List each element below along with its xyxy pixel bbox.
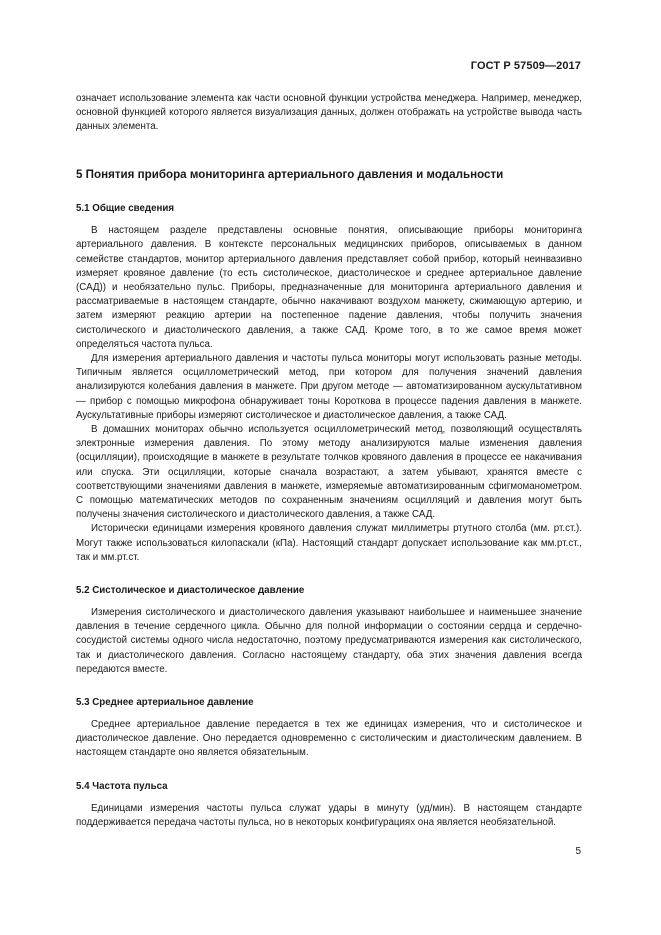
- document-code-header: ГОСТ Р 57509—2017: [470, 60, 581, 72]
- paragraph: В настоящем разделе представлены основные понятия, описывающие приборы мониторинга артериального давления. В контексте персональных медицинских приборов, описываемых в данном семействе стандартов, монитор артериального давления представляет собой прибор, который неинвазивно измеряет кровяное давление (то есть систолическое, диастолическое и среднее артериальное давление (САД)) и необязательно пульс. Приборы, предназначенные для мониторинга артериального давления и рассматриваемые в настоящем стандарте, обычно накачивают воздухом манжету, сжимающую артерию, и затем измеряют реакцию артерии на постепенное падение давления, чтобы получить значения систолического и диастолического давления, а также САД. Кроме того, в то же самое время может определяться частота пульса.: [76, 225, 582, 350]
- page-number: 5: [575, 846, 581, 857]
- subsection-5-2-title: 5.2 Систолическое и диастолическое давление: [76, 584, 305, 596]
- section-5-title: 5 Понятия прибора мониторинга артериального давления и модальности: [76, 167, 504, 181]
- paragraph: Исторически единицами измерения кровяного давления служат миллиметры ртутного столба (мм. рт.ст.). Могут также использоваться килопаскали (кПа). Настоящий стандарт допускает использование как мм.рт.ст., так и мм.рт.ст.: [76, 523, 582, 563]
- intro-paragraph: означает использование элемента как части основной функции устройства менеджера. Например, менеджер, основной функцией которого является визуализация данных, должен отображать на устройстве вывода часть данных элемента.: [76, 93, 582, 133]
- subsection-5-3-title: 5.3 Среднее артериальное давление: [76, 697, 254, 708]
- paragraph: Для измерения артериального давления и частоты пульса мониторы могут использовать разные методы. Типичным является осциллометрический метод, при котором для получения значений давления анализируются колебания давления в манжете. При другом методе — автоматизированном аускультативном — прибор с помощью микрофона обнаруживает тоны Короткова в процессе падения давления в манжете. Аускультативные приборы измеряют систолическое и диастолическое давления, а также САД.: [76, 352, 582, 421]
- page-body: [76, 92, 582, 830]
- subsection-5-1-title: 5.1 Общие сведения: [76, 203, 175, 215]
- subsection-5-4-title: 5.4 Частота пульса: [76, 780, 168, 792]
- paragraph: Среднее артериальное давление передается в тех же единицах измерения, что и систолическое и диастолическое давление. Оно передается одновременно с систолическим и диастолическим давлением. В настоящем стандарте оно является обязательным.: [76, 719, 582, 759]
- paragraph: В домашних мониторах обычно используется осциллометрический метод, позволяющий осуществлять электронные измерения давления. По этому методу анализируются малые изменения давления (осцилляции), происходящие в манжете в результате толчков кровяного давления в процессе ее накачивания или спуска. Эти осцилляции, которые сначала возрастают, а затем убывают, хранятся вместе с соответствующими значениями давления в манжете, измеряемые автоматизированным сфигмоманометром. С помощью математических методов по сохраненным значениям осцилляций и давления могут быть получены значения систолического и диастолического давления, а также САД.: [76, 423, 582, 521]
- paragraph: Единицами измерения частоты пульса служат удары в минуту (уд/мин). В настоящем стандарте поддерживается передача частоты пульса, но в некоторых конфигурациях она является необязательной.: [76, 802, 582, 828]
- paragraph: Измерения систолического и диастолического давления указывают наибольшее и наименьшее значение давления в течение сердечного цикла. Обычно для полной информации о состоянии сердца и сердечно-сосудистой системы одного числа недостаточно, поэтому предусматриваются измерения как систолического, так и диастолического давления. Согласно настоящему стандарту, оба этих значения давления всегда передаются вместе.: [76, 606, 582, 675]
